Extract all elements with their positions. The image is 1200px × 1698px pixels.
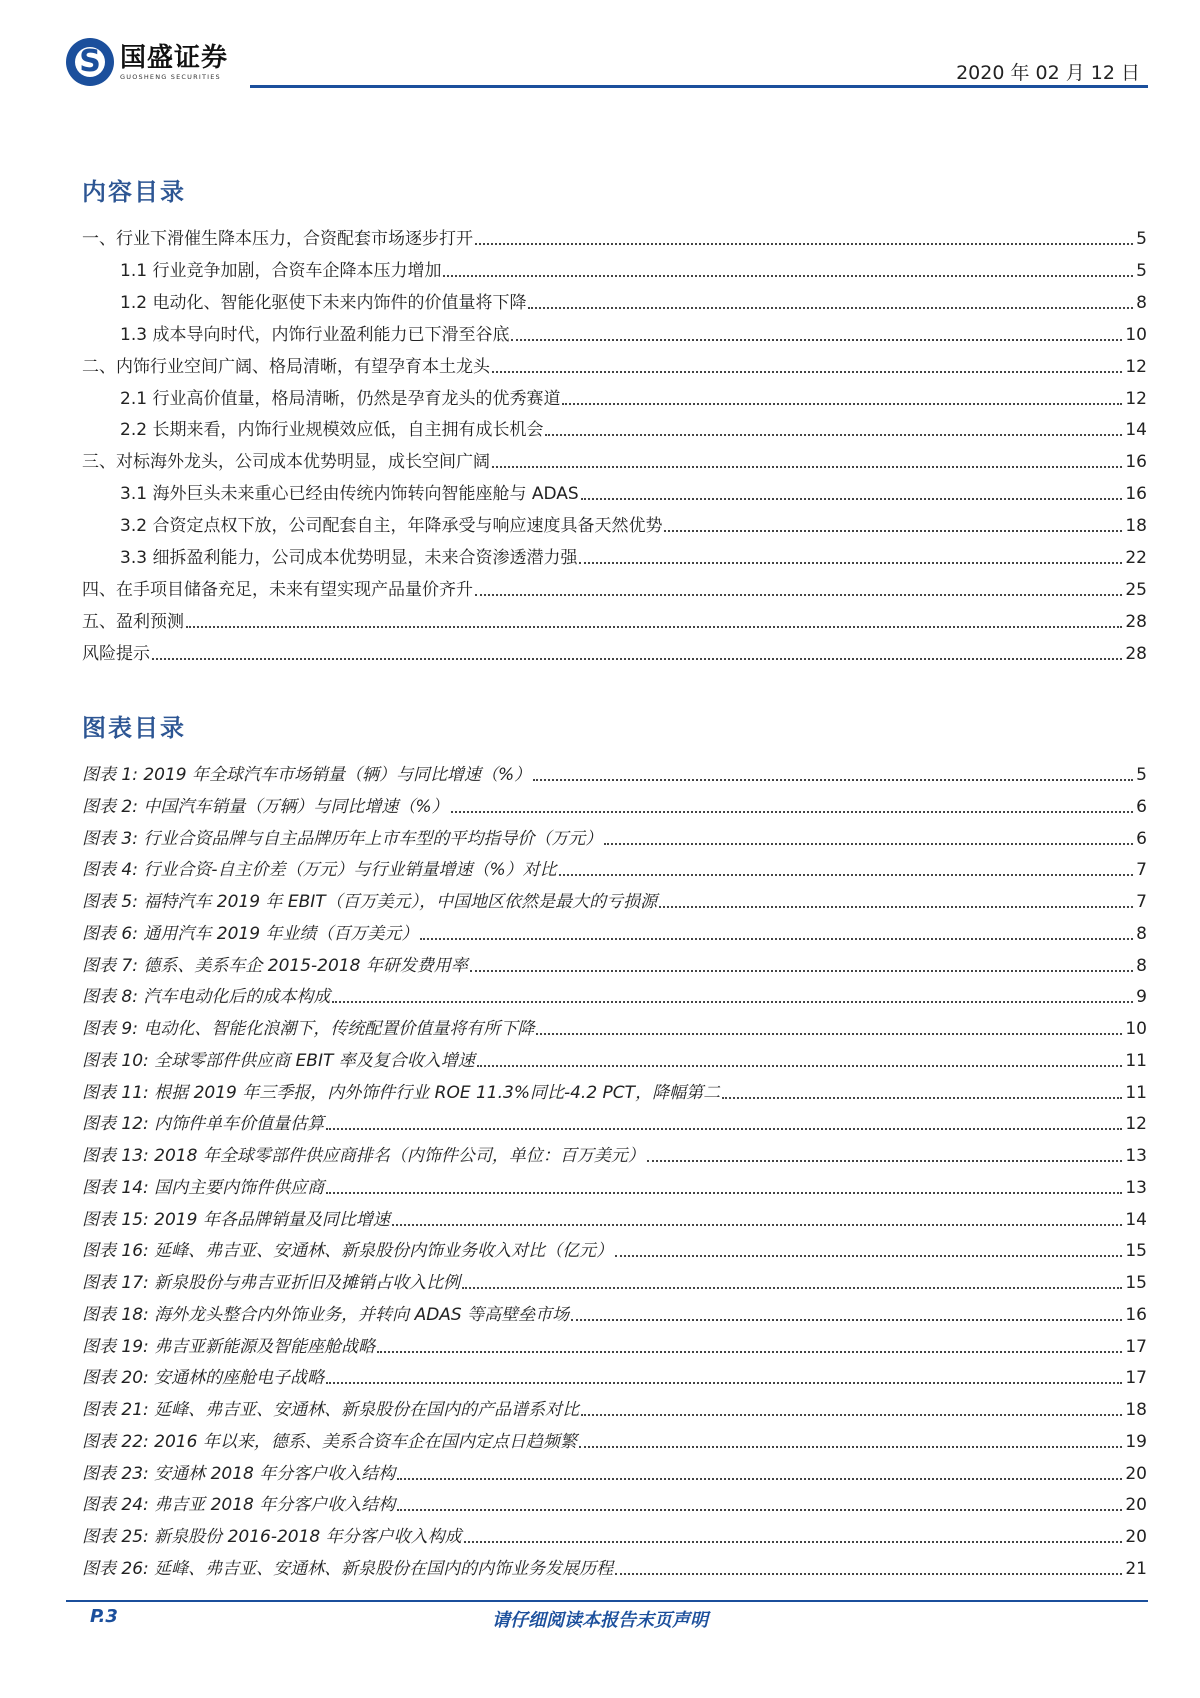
dot-leader — [604, 843, 1133, 845]
dot-leader — [377, 1351, 1122, 1353]
entry-label: 1.3 成本导向时代，内饰行业盈利能力已下滑至谷底 — [120, 324, 510, 345]
entry-label: 一、行业下滑催生降本压力，合资配套市场逐步打开 — [82, 229, 473, 249]
entry-label: 风险提示 — [82, 643, 150, 664]
figures-title: 图表目录 — [82, 714, 186, 742]
figure-entry[interactable] — [82, 1205, 1147, 1231]
entry-page: 20 — [1125, 1495, 1147, 1516]
entry-page: 21 — [1125, 1558, 1147, 1579]
toc-entry[interactable] — [120, 384, 1147, 410]
figure-entry[interactable] — [82, 1014, 1147, 1040]
entry-page: 13 — [1125, 1177, 1147, 1198]
entry-page: 12 — [1125, 1114, 1147, 1135]
dot-leader — [326, 1382, 1122, 1384]
dot-leader — [571, 1319, 1122, 1321]
entry-label: 五、盈利预测 — [82, 611, 184, 632]
figure-entry[interactable] — [82, 1173, 1147, 1199]
toc-entry[interactable] — [120, 415, 1147, 441]
entry-page: 16 — [1125, 452, 1147, 473]
entry-label: 2.2 长期来看，内饰行业规模效应低，自主拥有成长机会 — [120, 420, 544, 441]
figure-entry[interactable] — [82, 1554, 1147, 1580]
page-number: P.3 — [90, 1606, 118, 1627]
figure-entry[interactable] — [82, 1109, 1147, 1135]
entry-page: 16 — [1125, 484, 1147, 505]
figure-entry[interactable] — [82, 1046, 1147, 1072]
dot-leader — [420, 938, 1133, 940]
toc-entry[interactable] — [82, 575, 1147, 601]
dot-leader — [528, 307, 1133, 309]
figure-entry[interactable] — [82, 855, 1147, 881]
entry-label: 图表 11: 根据 2019 年三季报，内外饰件行业 ROE 11.3%同比-4.2 PCT，降幅第二 — [82, 1082, 721, 1103]
entry-page: 16 — [1125, 1304, 1147, 1325]
dot-leader — [152, 658, 1122, 660]
dot-leader — [477, 1065, 1123, 1067]
toc-entry[interactable] — [120, 288, 1147, 314]
figure-entry[interactable] — [82, 1459, 1147, 1485]
dot-leader — [492, 371, 1122, 373]
entry-page: 9 — [1136, 987, 1147, 1008]
dot-leader — [579, 1446, 1123, 1448]
dot-leader — [392, 1224, 1123, 1226]
dot-leader — [326, 1192, 1122, 1194]
toc-entry[interactable] — [120, 511, 1147, 537]
entry-page: 12 — [1125, 388, 1147, 409]
dot-leader — [186, 626, 1122, 628]
entry-label: 图表 15: 2019 年各品牌销量及同比增速 — [82, 1209, 390, 1230]
dot-leader — [615, 1255, 1122, 1257]
figure-entry[interactable] — [82, 1427, 1147, 1453]
entry-page: 28 — [1125, 611, 1147, 632]
dot-leader — [451, 811, 1134, 813]
figure-entry[interactable] — [82, 1300, 1147, 1326]
dot-leader — [397, 1478, 1122, 1480]
dot-leader — [536, 1033, 1122, 1035]
dot-leader — [559, 874, 1134, 876]
dot-leader — [664, 530, 1122, 532]
entry-page: 8 — [1136, 955, 1147, 976]
entry-page: 7 — [1136, 860, 1147, 881]
entry-page: 22 — [1125, 548, 1147, 568]
entry-page: 12 — [1125, 356, 1147, 377]
entry-label: 图表 26: 延峰、弗吉亚、安通林、新泉股份在国内的内饰业务发展历程 — [82, 1558, 614, 1579]
entry-page: 10 — [1125, 324, 1147, 345]
entry-label: 图表 23: 安通林 2018 年分客户收入结构 — [82, 1463, 396, 1484]
entry-page: 15 — [1125, 1241, 1147, 1262]
toc-entry[interactable] — [82, 607, 1147, 633]
footer-disclaimer: 请仔细阅读本报告末页声明 — [492, 1610, 708, 1631]
entry-label: 图表 19: 弗吉亚新能源及智能座舱战略 — [82, 1336, 376, 1357]
toc-entry[interactable] — [120, 256, 1147, 282]
entry-page: 18 — [1125, 1400, 1147, 1420]
toc-entry[interactable] — [82, 447, 1147, 473]
entry-page: 5 — [1136, 765, 1147, 785]
entry-page: 19 — [1125, 1431, 1147, 1452]
entry-label: 1.2 电动化、智能化驱使下未来内饰件的价值量将下降 — [120, 292, 527, 313]
entry-page: 5 — [1136, 229, 1147, 249]
entry-label: 3.3 细拆盈利能力，公司成本优势明显，未来合资渗透潜力强 — [120, 548, 578, 568]
entry-label: 图表 16: 延峰、弗吉亚、安通林、新泉股份内饰业务收入对比（亿元） — [82, 1241, 614, 1262]
dot-leader — [397, 1509, 1122, 1511]
figure-entry[interactable] — [82, 1141, 1147, 1167]
entry-label: 图表 17: 新泉股份与弗吉亚折旧及摊销占收入比例 — [82, 1273, 461, 1293]
company-logo — [66, 38, 228, 86]
entry-label: 三、对标海外龙头，公司成本优势明显，成长空间广阔 — [82, 452, 490, 473]
toc-title: 内容目录 — [82, 178, 186, 206]
entry-label: 图表 4: 行业合资-自主价差（万元）与行业销量增速（%）对比 — [82, 860, 557, 881]
entry-page: 20 — [1125, 1463, 1147, 1484]
entry-page: 14 — [1125, 1209, 1147, 1230]
entry-page: 14 — [1125, 420, 1147, 441]
entry-label: 图表 10: 全球零部件供应商 EBIT 率及复合收入增速 — [82, 1050, 475, 1071]
entry-page: 6 — [1136, 828, 1147, 849]
entry-page: 11 — [1125, 1050, 1147, 1071]
entry-page: 18 — [1125, 516, 1147, 537]
footer-divider — [66, 1600, 1148, 1602]
entry-page: 17 — [1125, 1336, 1147, 1357]
entry-page: 17 — [1125, 1368, 1147, 1389]
entry-page: 8 — [1136, 292, 1147, 313]
figure-entry[interactable] — [82, 887, 1147, 913]
entry-page: 11 — [1125, 1082, 1147, 1103]
entry-label: 图表 21: 延峰、弗吉亚、安通林、新泉股份在国内的产品谱系对比 — [82, 1400, 580, 1420]
dot-leader — [332, 1001, 1133, 1003]
entry-page: 7 — [1136, 892, 1147, 912]
dot-leader — [579, 562, 1122, 564]
entry-page: 20 — [1125, 1527, 1147, 1547]
entry-label: 图表 5: 福特汽车 2019 年 EBIT（百万美元），中国地区依然是最大的亏损源 — [82, 892, 658, 912]
entry-label: 图表 6: 通用汽车 2019 年业绩（百万美元） — [82, 923, 419, 944]
figure-entry[interactable] — [82, 1078, 1147, 1104]
entry-label: 图表 14: 国内主要内饰件供应商 — [82, 1177, 325, 1198]
entry-label: 图表 24: 弗吉亚 2018 年分客户收入结构 — [82, 1495, 396, 1516]
entry-label: 图表 13: 2018 年全球零部件供应商排名（内饰件公司，单位：百万美元） — [82, 1146, 645, 1166]
toc-entry[interactable] — [82, 639, 1147, 665]
entry-label: 图表 2: 中国汽车销量（万辆）与同比增速（%） — [82, 796, 449, 817]
entry-page: 8 — [1136, 923, 1147, 944]
entry-label: 图表 22: 2016 年以来，德系、美系合资车企在国内定点日趋频繁 — [82, 1431, 577, 1452]
logo-icon — [66, 38, 114, 86]
figure-entry[interactable] — [82, 1395, 1147, 1421]
entry-label: 四、在手项目储备充足，未来有望实现产品量价齐升 — [82, 579, 473, 600]
dot-leader — [475, 594, 1122, 596]
report-date: 2020 年 02 月 12 日 — [956, 62, 1140, 84]
entry-page: 28 — [1125, 643, 1147, 664]
entry-label: 图表 9: 电动化、智能化浪潮下，传统配置价值量将有所下降 — [82, 1019, 535, 1039]
figure-entry[interactable] — [82, 951, 1147, 977]
entry-label: 图表 20: 安通林的座舱电子战略 — [82, 1368, 325, 1389]
figure-entry[interactable] — [82, 792, 1147, 818]
figure-entry[interactable] — [82, 919, 1147, 945]
entry-label: 图表 1: 2019 年全球汽车市场销量（辆）与同比增速（%） — [82, 765, 532, 785]
entry-page: 10 — [1125, 1019, 1147, 1039]
dot-leader — [470, 970, 1133, 972]
logo-name: 国盛证券 — [120, 43, 229, 73]
figure-entry[interactable] — [82, 1522, 1147, 1548]
figure-entry[interactable] — [82, 1236, 1147, 1262]
figure-entry[interactable] — [82, 1363, 1147, 1389]
dot-leader — [475, 243, 1133, 245]
entry-label: 1.1 行业竞争加剧，合资车企降本压力增加 — [120, 260, 442, 281]
entry-label: 图表 8: 汽车电动化后的成本构成 — [82, 987, 331, 1008]
figure-entry[interactable] — [82, 1490, 1147, 1516]
dot-leader — [615, 1573, 1122, 1575]
figure-entry[interactable] — [82, 982, 1147, 1008]
entry-label: 图表 3: 行业合资品牌与自主品牌历年上市车型的平均指导价（万元） — [82, 828, 603, 849]
dot-leader — [722, 1097, 1122, 1099]
toc-entry[interactable] — [82, 352, 1147, 378]
entry-label: 图表 18: 海外龙头整合内外饰业务，并转向 ADAS 等高壁垒市场 — [82, 1304, 570, 1325]
dot-leader — [659, 906, 1133, 908]
figure-entry[interactable] — [82, 824, 1147, 850]
entry-label: 3.2 合资定点权下放，公司配套自主，年降承受与响应速度具备天然优势 — [120, 516, 663, 537]
entry-label: 3.1 海外巨头未来重心已经由传统内饰转向智能座舱与 ADAS — [120, 484, 579, 505]
dot-leader — [492, 466, 1122, 468]
entry-page: 6 — [1136, 796, 1147, 817]
entry-label: 图表 25: 新泉股份 2016-2018 年分客户收入构成 — [82, 1527, 462, 1547]
dot-leader — [533, 779, 1133, 781]
figure-entry[interactable] — [82, 1332, 1147, 1358]
dot-leader — [511, 339, 1122, 341]
entry-page: 25 — [1125, 579, 1147, 600]
logo-name-en: GUOSHENG SECURITIES — [120, 73, 221, 81]
toc-entry[interactable] — [120, 543, 1147, 569]
toc-entry[interactable] — [82, 224, 1147, 250]
entry-page: 15 — [1125, 1273, 1147, 1293]
dot-leader — [545, 434, 1122, 436]
entry-label: 图表 12: 内饰件单车价值量估算 — [82, 1114, 325, 1135]
toc-entry[interactable] — [120, 479, 1147, 505]
dot-leader — [443, 275, 1133, 277]
entry-label: 二、内饰行业空间广阔、格局清晰，有望孕育本土龙头 — [82, 356, 490, 377]
entry-page: 5 — [1136, 260, 1147, 281]
entry-label: 2.1 行业高价值量，格局清晰，仍然是孕育龙头的优秀赛道 — [120, 388, 561, 409]
entry-page: 13 — [1125, 1146, 1147, 1166]
dot-leader — [462, 1287, 1122, 1289]
entry-label: 图表 7: 德系、美系车企 2015-2018 年研发费用率 — [82, 955, 468, 976]
dot-leader — [326, 1128, 1122, 1130]
dot-leader — [581, 1414, 1122, 1416]
toc-entry[interactable] — [120, 320, 1147, 346]
dot-leader — [464, 1541, 1123, 1543]
dot-leader — [647, 1160, 1123, 1162]
dot-leader — [581, 498, 1123, 500]
header-divider — [250, 85, 1148, 88]
figure-entry[interactable] — [82, 1268, 1147, 1294]
figure-entry[interactable] — [82, 760, 1147, 786]
dot-leader — [562, 403, 1122, 405]
